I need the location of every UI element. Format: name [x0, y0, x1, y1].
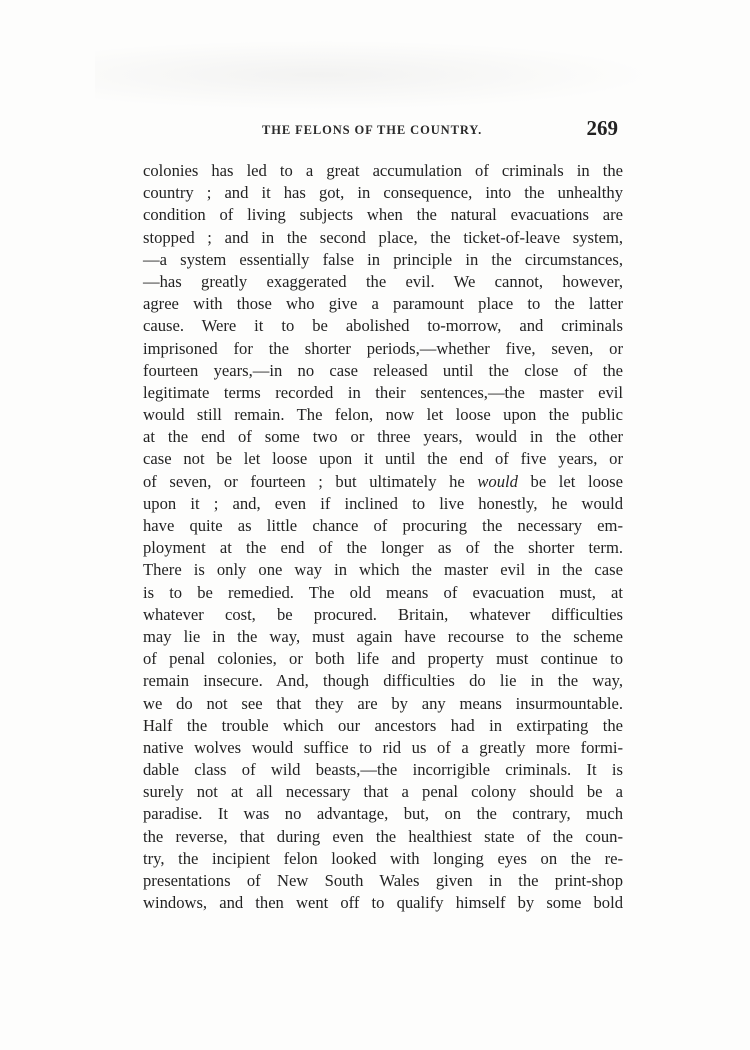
- text-line: country ; and it has got, in consequence, into the unhealthy: [143, 183, 623, 203]
- page-smudge: [95, 40, 655, 110]
- text-line: stopped ; and in the second place, the ticket-of-leave system,: [143, 227, 623, 247]
- text-line-with-italic: [143, 471, 623, 493]
- text-line: condition of living subjects when the natural evacuations are: [143, 205, 623, 225]
- text-line: paradise. It was no advantage, but, on the contrary, much: [143, 804, 623, 824]
- text-line: imprisoned for the shorter periods,—whether five, seven, or: [143, 338, 623, 358]
- text-line: legitimate terms recorded in their sentences,—the master evil: [143, 382, 623, 402]
- page-header: [262, 115, 622, 145]
- text-line: we do not see that they are by any means insurmountable.: [143, 693, 623, 713]
- italic-word: would: [477, 471, 518, 491]
- text-line: fourteen years,—in no case released until the close of the: [143, 360, 623, 380]
- page-number: 269: [586, 116, 618, 140]
- text-line: Half the trouble which our ancestors had in extirpating the: [143, 715, 623, 735]
- text-line: upon it ; and, even if inclined to live honestly, he would: [143, 493, 623, 513]
- text-line: There is only one way in which the master evil in the case: [143, 560, 623, 580]
- text-line: at the end of some two or three years, would in the other: [143, 427, 623, 447]
- text-line: windows, and then went off to qualify himself by some bold: [143, 893, 623, 913]
- text-line: cause. Were it to be abolished to-morrow, and criminals: [143, 316, 623, 336]
- running-title: THE FELONS OF THE COUNTRY.: [262, 123, 483, 137]
- text-line: of penal colonies, or both life and property must continue to: [143, 649, 623, 669]
- text-line: presentations of New South Wales given in the print-shop: [143, 871, 623, 890]
- body-text: [143, 160, 623, 914]
- text-line: native wolves would suffice to rid us of a greatly more formi-: [143, 737, 623, 757]
- text-line: —a system essentially false in principle in the circumstances,: [143, 249, 623, 269]
- text-line: may lie in the way, must again have recourse to the scheme: [143, 626, 623, 646]
- text-line: agree with those who give a paramount place to the latter: [143, 294, 623, 314]
- text-line: —has greatly exaggerated the evil. We cannot, however,: [143, 271, 623, 291]
- text-line: remain insecure. And, though difficulties do lie in the way,: [143, 671, 623, 691]
- text-line: whatever cost, be procured. Britain, whatever difficulties: [143, 604, 623, 624]
- text-line: try, the incipient felon looked with longing eyes on the re-: [143, 848, 623, 868]
- text-line: would still remain. The felon, now let loose upon the public: [143, 405, 623, 425]
- text-line: colonies has led to a great accumulation of criminals in the: [143, 161, 623, 180]
- text-line: have quite as little chance of procuring the necessary em-: [143, 516, 623, 535]
- text-segment: of seven, or fourteen ; but ultimately he: [143, 471, 465, 491]
- text-line: ployment at the end of the longer as of the shorter term.: [143, 538, 623, 558]
- text-line: is to be remedied. The old means of evacuation must, at: [143, 582, 623, 602]
- text-segment: be let loose: [517, 471, 623, 491]
- text-line: the reverse, that during even the healthiest state of the coun-: [143, 826, 623, 846]
- text-line: surely not at all necessary that a penal colony should be a: [143, 782, 623, 802]
- text-line: case not be let loose upon it until the end of five years, or: [143, 449, 623, 469]
- text-line: dable class of wild beasts,—the incorrigible criminals. It is: [143, 760, 623, 780]
